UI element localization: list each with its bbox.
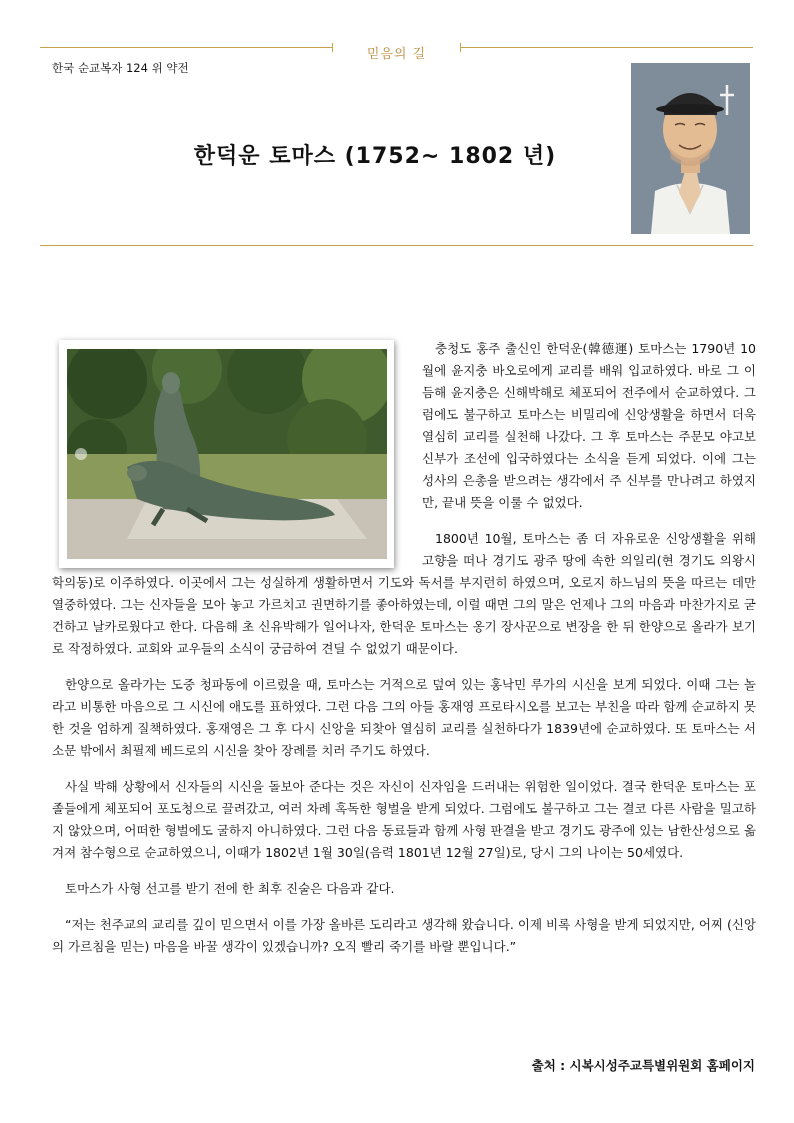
header-rule-right [461, 47, 753, 48]
subtitle: 한국 순교복자 124 위 약전 [52, 61, 189, 75]
photo-spacer [52, 338, 422, 570]
header-rule-left [40, 47, 332, 48]
page-title: 한덕운 토마스 (1752~ 1802 년) [193, 144, 557, 169]
portrait-icon [631, 63, 750, 234]
paragraph: 사실 박해 상황에서 신자들의 시신을 돌보아 준다는 것은 자신이 신자임을 드러내는 위험한 일이었다. 결국 한덕운 토마스는 포졸들에게 체포되어 포도청으로 끌려갔고, 여러 차례 혹독한 형벌을 받게 되었다. 그럼에도 불구하고 그는 결코 다른 사람을 밀고하지 않았으며, 어떠한 형벌에도 굴하지 아니하였다. 그런 다음 동료들과 함께 사형 판결을 받고 경기도 광주에 있는 남한산성으로 옮겨져 참수형으로 순교하였으니, 이때가 1802년 1월 30일(음력 1801년 12월 27일)로, 당시 그의 나이는 50세였다. [52, 779, 756, 860]
header-rule-bottom [40, 245, 753, 246]
quote-paragraph: “저는 천주교의 교리를 깊이 믿으면서 이를 가장 올바른 도리라고 생각해 왔습니다. 이제 비록 사형을 받게 되었지만, 어찌 (신앙의 가르침을 믿는) 마음을 바꿀 생각이 있겠습니까? 오직 빨리 죽기를 바랄 뿐입니다.” [52, 917, 756, 954]
paragraph: 한양으로 올라가는 도중 청파동에 이르렀을 때, 토마스는 거적으로 덮여 있는 홍낙민 루가의 시신을 보게 되었다. 이때 그는 놀라고 비통한 마음으로 그 시신에 애도를 표하였다. 그런 다음 그의 아들 홍재영 프로타시오를 보고는 부친을 따라 함께 순교하지 못한 것을 엄하게 질책하였다. 홍재영은 그 후 다시 신앙을 되찾아 열심히 교리를 실천하다가 1839년에 순교하였다. 또 토마스는 서소문 밖에서 최필제 베드로의 시신을 찾아 장례를 치러 주기도 하였다. [52, 677, 756, 758]
paragraph: 1800년 10월, 토마스는 좀 더 자유로운 신앙생활을 위해 고향을 떠나 경기도 광주 땅에 속한 의일리(현 경기도 의왕시 학의동)로 이주하였다. 이곳에서 그는 성실하게 생활하면서 기도와 독서를 부지런히 하였으며, 오로지 하느님의 뜻을 따르는 데만 열중하였다. 그는 신자들을 모아 놓고 가르치고 권면하기를 좋아하였는데, 이럴 때면 그의 말은 언제나 그의 마음과 마찬가지로 굳건하고 날카로웠다고 한다. 다음해 초 신유박해가 일어나자, 한덕운 토마스는 옹기 장사꾼으로 변장을 한 뒤 한양으로 올라가 보기로 작정하였다. 교회와 교우들의 소식이 궁금하여 견딜 수 없었기 때문이다. [52, 531, 756, 656]
paragraph: 토마스가 사형 선고를 받기 전에 한 최후 진술은 다음과 같다. [65, 881, 395, 896]
article-body [52, 338, 756, 972]
section-title: 믿음의 길 [366, 47, 427, 62]
paragraph: 충청도 홍주 출신인 한덕운(韓德運) 토마스는 1790년 10월에 윤지충 바오로에게 교리를 배워 입교하였다. 바로 그 이듬해 윤지충은 신해박해로 체포되어 전주에서 순교하였다. 그럼에도 불구하고 토마스는 비밀리에 신앙생활을 하면서 더욱 열심히 교리를 실천해 나갔다. 그 후 토마스는 주문모 야고보 신부가 조선에 입국하였다는 소식을 듣게 되었다. 이에 그는 성사의 은총을 받으려는 생각에서 주 신부를 만나려고 하였지만, 끝내 뜻을 이룰 수 없었다. [422, 341, 756, 510]
source-credit: 출처 : 시복시성주교특별위원회 홈페이지 [531, 1058, 755, 1073]
